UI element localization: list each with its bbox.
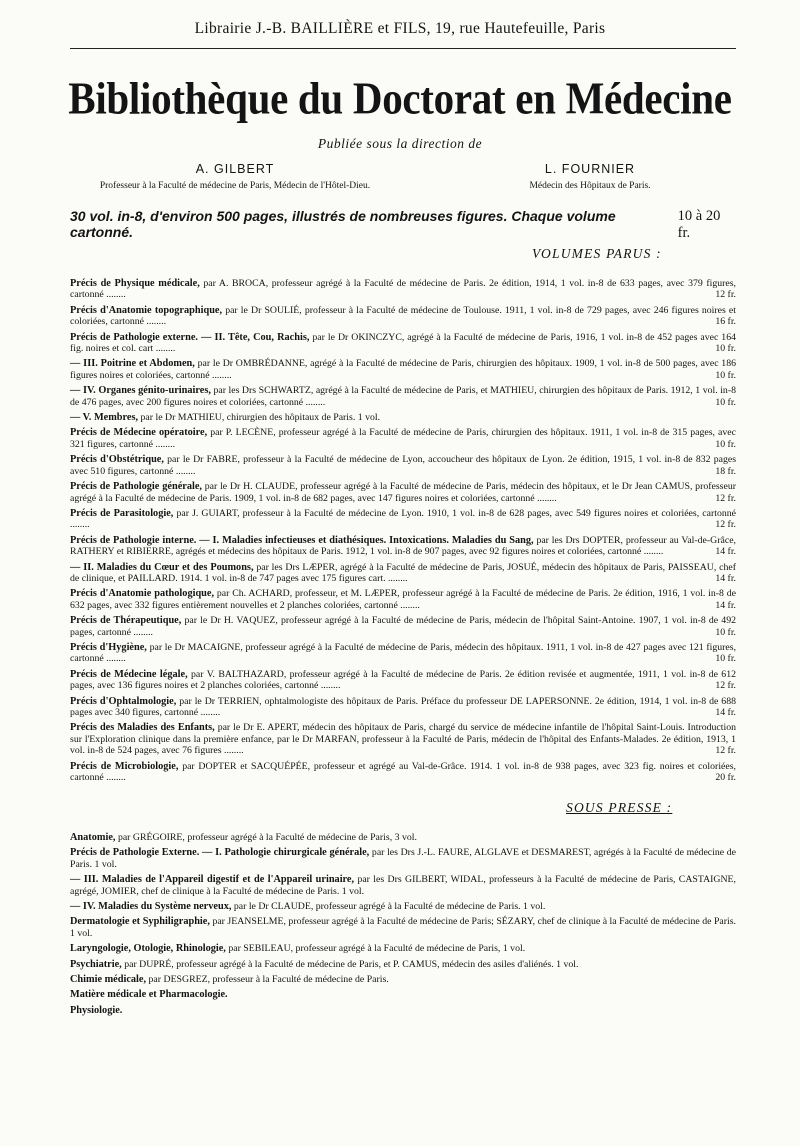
entry-price: 18 fr.: [715, 465, 736, 477]
entry-title: — IV. Maladies du Système nerveux,: [70, 901, 232, 913]
entry-text: par les Drs DOPTER, professeur au Val-de-Grâce, RATHERY et RIBIERRE, agrégés et médecins des hôpitaux de Paris. 1912, 1 vol. in-8 de 907 pages, avec 92 figures noires et coloriées, cartonné: [70, 534, 736, 558]
list-item: Précis de Physique médicale, par A. BROCA, professeur agrégé à la Faculté de médecine de Paris. 2e édition, 1914, 1 vol. in-8 de 633 pages, avec 379 figures, cartonné ........ 12 fr.: [70, 278, 736, 301]
entry-title: Précis d'Hygiène,: [70, 641, 147, 653]
entry-text: par DESGREZ, professeur à la Faculté de médecine de Paris.: [148, 974, 389, 986]
entry-text: par le Dr H. CLAUDE, professeur agrégé à la Faculté de médecine de Paris, médecin des hôpitaux, et le Dr Jean CAMUS, professeur agrégé à la Faculté de médecine de Paris. 1909, 1 vol. in-8 de 682 pages, avec 147 figures noires et coloriées, cartonné: [70, 481, 736, 504]
entry-price: 10 fr.: [715, 438, 736, 450]
entry-text: par les Drs LÆPER, agrégé à la Faculté de médecine de Paris, JOSUÉ, médecin des hôpitaux de Paris, PAISSEAU, chef de clinique, et PAILLARD. 1914. 1 vol. in-8 de 747 pages avec 175 figures cart.: [70, 561, 736, 584]
page-title: Bibliothèque du Doctorat en Médecine: [68, 72, 732, 124]
entry-text: par DUPRÉ, professeur agrégé à la Faculté de médecine de Paris, et P. CAMUS, médecin des asiles d'aliénés. 1 vol.: [124, 958, 579, 970]
volumes-parus-list: [70, 278, 736, 787]
director-name: A. GILBERT: [195, 162, 275, 176]
entry-title: Précis d'Obstétrique,: [70, 454, 164, 466]
list-item: Précis de Pathologie générale, par le Dr H. CLAUDE, professeur agrégé à la Faculté de médecine de Paris, médecin des hôpitaux, et le Dr Jean CAMUS, professeur agrégé à la Faculté de médecine de Paris. 1909, 1 vol. in-8 de 682 pages, avec 147 figures noires et coloriées, cartonné ........ 12 fr.: [70, 481, 736, 504]
entry-text: par JEANSELME, professeur agrégé à la Faculté de médecine de Paris; SÉZARY, chef de clinique à la Faculté de médecine de Paris. 1 vol.: [70, 916, 736, 939]
entry-title: Matière médicale et Pharmacologie.: [70, 989, 228, 1001]
entry-title: Laryngologie, Otologie, Rhinologie,: [70, 943, 226, 955]
list-item: Précis d'Hygiène, par le Dr MACAIGNE, professeur agrégé à la Faculté de médecine de Paris, médecin des hôpitaux. 1911, 1 vol. in-8 de 427 pages avec 121 figures, cartonné ........ 10 fr.: [70, 641, 737, 665]
list-item: Précis de Microbiologie, par DOPTER et SACQUÉPÉE, professeur et agrégé au Val-de-Grâce. 1914. 1 vol. in-8 de 938 pages, avec 323 fig. noires et coloriées, cartonné ........ 20 fr.: [70, 760, 736, 784]
entry-price: 12 fr.: [715, 680, 736, 692]
entry-title: Précis de Microbiologie,: [70, 760, 179, 772]
page-subtitle: Publiée sous la direction de: [317, 136, 483, 151]
list-item: [70, 847, 736, 870]
entry-price: 12 fr.: [715, 519, 736, 531]
entry-price: 10 fr.: [715, 396, 736, 408]
entry-text: par A. BROCA, professeur agrégé à la Faculté de médecine de Paris. 2e édition, 1914, 1 vol. in-8 de 633 pages, avec 379 figures, cartonné: [70, 278, 736, 301]
list-item: — II. Maladies du Cœur et des Poumons, par les Drs LÆPER, agrégé à la Faculté de médecine de Paris, JOSUÉ, médecin des hôpitaux de Paris, PAISSEAU, chef de clinique, et PAILLARD. 1914. 1 vol. in-8 de 747 pages avec 175 figures cart. ........ 14 fr.: [70, 561, 736, 584]
list-item: Précis de Parasitologie, par J. GUIART, professeur à la Faculté de médecine de Lyon. 1910, 1 vol. in-8 de 628 pages, avec 549 figures noires et coloriées, cartonné ........ 12 fr.: [70, 507, 736, 531]
entry-title: Précis de Pathologie générale,: [70, 481, 202, 493]
entry-title: Précis de Physique médicale,: [70, 278, 200, 289]
list-item: [70, 959, 736, 970]
entry-title: Dermatologie et Syphiligraphie,: [70, 916, 210, 928]
entry-title: Précis de Pathologie externe. — II. Tête, Cou, Rachis,: [70, 331, 310, 343]
entry-title: Précis d'Ophtalmologie,: [70, 695, 177, 707]
list-item: [70, 832, 736, 843]
entry-text: par DOPTER et SACQUÉPÉE, professeur et agrégé au Val-de-Grâce. 1914. 1 vol. in-8 de 938 pages, avec 323 fig. noires et coloriées, cartonné: [70, 760, 736, 784]
entry-title: Anatomie,: [70, 832, 116, 843]
list-item: [70, 412, 736, 423]
entry-title: Chimie médicale,: [70, 974, 147, 986]
entry-price: 14 fr.: [715, 707, 736, 718]
list-item: Précis d'Anatomie pathologique, par Ch. ACHARD, professeur, et M. LÆPER, professeur agrégé à la Faculté de médecine de Paris. 2e édition, 1916, 1 vol. in-8 de 632 pages, avec 332 figures entièrement nouvelles et 2 planches coloriées, cartonné ........ 14 fr.: [70, 588, 736, 611]
entry-title: — II. Maladies du Cœur et des Poumons,: [70, 561, 254, 573]
entry-text: par les Drs SCHWARTZ, agrégé à la Faculté de médecine de Paris, et MATHIEU, chirurgien des hôpitaux de Paris. 1912, 1 vol. in-8 de 476 pages, avec 200 figures noires et coloriées, cartonné: [70, 385, 736, 408]
list-item: Précis de Médecine légale, par V. BALTHAZARD, professeur agrégé à la Faculté de médecine de Paris. 2e édition revisée et augmentée, 1911, 1 vol. in-8 de 612 pages, avec 136 figures noires et 2 planches coloriées, cartonné ........ 12 fr.: [70, 668, 736, 692]
collection-description: 30 vol. in-8, d'environ 500 pages, illustrés de nombreuses figures. Chaque volume cartonné.: [70, 208, 616, 240]
list-item: Précis d'Anatomie topographique, par le Dr SOULIÉ, professeur à la Faculté de médecine de Toulouse. 1911, 1 vol. in-8 de 729 pages, avec 246 figures noires et coloriées, cartonné ........ 16 fr.: [70, 304, 737, 328]
list-item: [70, 901, 736, 912]
list-item: [70, 916, 736, 939]
entry-text: par P. LECÈNE, professeur agrégé à la Faculté de médecine de Paris, chirurgien des hôpitaux. 1911, 1 vol. in-8 de 315 pages, avec 321 figures, cartonné: [70, 427, 736, 450]
list-item: [70, 874, 736, 897]
list-item: Précis des Maladies des Enfants, par le Dr E. APERT, médecin des hôpitaux de Paris, chargé du service de médecine infantile de l'hôpital Saint-Louis. Introduction sur l'Exploration clinique dans la première enfance, par le Dr MARFAN, professeur à la Faculté de Paris, médecin de l'hôpital des Enfants-Malades. 2e édition, 1913, 1 vol. in-8 de 524 pages, avec 76 figures ........ 12 fr.: [70, 722, 736, 757]
entry-title: Psychiatrie,: [70, 958, 122, 970]
entry-title: Précis de Pathologie Externe. — I. Pathologie chirurgicale générale,: [70, 847, 370, 859]
entry-text: par le Dr MACAIGNE, professeur agrégé à la Faculté de médecine de Paris, médecin des hôpitaux. 1911, 1 vol. in-8 de 427 pages avec 121 figures, cartonné: [70, 641, 737, 665]
entry-title: Précis de Parasitologie,: [70, 507, 174, 519]
entry-text: par J. GUIART, professeur à la Faculté de médecine de Lyon. 1910, 1 vol. in-8 de 628 pages, avec 549 figures noires et coloriées, cartonné: [176, 507, 736, 519]
director-affiliation: Médecin des Hôpitaux de Paris.: [529, 181, 651, 191]
entry-title: — III. Poitrine et Abdomen,: [70, 358, 195, 370]
list-item: Précis d'Obstétrique, par le Dr FABRE, professeur à la Faculté de médecine de Lyon, accoucheur des hôpitaux de Lyon. 2e édition, 1915, 1 vol. in-8 de 832 pages avec 510 figures, cartonné ........ 18 fr.: [70, 454, 737, 477]
list-item: Précis de Pathologie externe. — II. Tête, Cou, Rachis, par le Dr OKINCZYC, agrégé à la Faculté de médecine de Paris, 1916, 1 vol. in-8 de 452 pages avec 164 fig. noires et col. cart ........ 10 fr.: [70, 331, 736, 355]
list-item: [70, 1005, 736, 1016]
entry-price: 10 fr.: [715, 343, 736, 355]
entry-price: 10 fr.: [715, 369, 736, 381]
sous-presse-heading: SOUS PRESSE :: [566, 800, 673, 815]
list-item: [70, 943, 736, 954]
entry-price: 14 fr.: [715, 599, 736, 611]
collection-price: 10 à 20 fr.: [677, 208, 721, 241]
director-affiliation: Professeur à la Faculté de médecine de Paris, Médecin de l'Hôtel-Dieu.: [99, 181, 371, 191]
entry-title: Précis de Pathologie interne. — I. Maladies infectieuses et diathésiques. Intoxications. Maladies du Sang,: [70, 534, 534, 546]
entry-price: 12 fr.: [715, 492, 736, 504]
entry-title: Précis de Médecine opératoire,: [70, 427, 208, 439]
entry-text: par le Dr MATHIEU, chirurgien des hôpitaux de Paris. 1 vol.: [140, 412, 381, 424]
list-item: Précis d'Ophtalmologie, par le Dr TERRIEN, ophtalmologiste des hôpitaux de Paris. Préface du professeur DE LAPERSONNE. 2e édition, 1914, 1 vol. in-8 de 688 pages avec 340 figures, cartonné ........ 14 fr.: [70, 695, 736, 718]
entry-text: par le Dr OKINCZYC, agrégé à la Faculté de médecine de Paris, 1916, 1 vol. in-8 de 452 pages avec 164 fig. noires et col. cart: [70, 331, 736, 355]
entry-title: Physiologie.: [70, 1004, 123, 1016]
list-item: — IV. Organes génito-urinaires, par les Drs SCHWARTZ, agrégé à la Faculté de médecine de Paris, et MATHIEU, chirurgien des hôpitaux de Paris. 1912, 1 vol. in-8 de 476 pages, avec 200 figures noires et coloriées, cartonné ........ 10 fr.: [70, 385, 736, 408]
entry-price: 12 fr.: [715, 745, 736, 757]
collection-summary: [70, 208, 736, 242]
entry-text: par le Dr OMBRÉDANNE, agrégé à la Faculté de médecine de Paris, chirurgien des hôpitaux. 1909, 1 vol. in-8 de 500 pages, avec 186 figures noires et coloriées, cartonné: [70, 358, 736, 381]
entry-text: par le Dr FABRE, professeur à la Faculté de médecine de Lyon, accoucheur des hôpitaux de Lyon. 2e édition, 1915, 1 vol. in-8 de 832 pages avec 510 figures, cartonné: [70, 454, 737, 477]
entry-title: — III. Maladies de l'Appareil digestif et de l'Appareil urinaire,: [70, 874, 355, 886]
list-item: — III. Poitrine et Abdomen, par le Dr OMBRÉDANNE, agrégé à la Faculté de médecine de Paris, chirurgien des hôpitaux. 1909, 1 vol. in-8 de 500 pages, avec 186 figures noires et coloriées, cartonné ........ 10 fr.: [70, 358, 736, 381]
entry-title: Précis d'Anatomie pathologique,: [70, 588, 215, 600]
entry-price: 14 fr.: [715, 546, 736, 558]
publisher-header: Librairie J.-B. BAILLIÈRE et FILS, 19, rue Hautefeuille, Paris: [194, 20, 606, 37]
entry-price: 16 fr.: [715, 316, 736, 328]
entry-title: Précis de Médecine légale,: [70, 668, 188, 680]
list-item: [70, 974, 736, 985]
entry-title: — V. Membres,: [70, 412, 139, 424]
entry-price: 14 fr.: [715, 572, 736, 584]
header-rule: [70, 48, 736, 49]
list-item: Précis de Médecine opératoire, par P. LECÈNE, professeur agrégé à la Faculté de médecine de Paris, chirurgien des hôpitaux. 1911, 1 vol. in-8 de 315 pages, avec 321 figures, cartonné ........ 10 fr.: [70, 427, 736, 450]
entry-text: par Ch. ACHARD, professeur, et M. LÆPER, professeur agrégé à la Faculté de médecine de Paris. 2e édition, 1916, 1 vol. in-8 de 632 pages, avec 332 figures entièrement nouvelles et 2 planches coloriées, cartonné: [70, 588, 736, 611]
entry-price: 10 fr.: [715, 653, 736, 665]
list-item: [70, 989, 736, 1000]
entry-text: par le Dr TERRIEN, ophtalmologiste des hôpitaux de Paris. Préface du professeur DE LAPERSONNE. 2e édition, 1914, 1 vol. in-8 de 688 pages avec 340 figures, cartonné: [70, 695, 736, 718]
director-gilbert: [70, 162, 400, 191]
entry-text: par SEBILEAU, professeur agrégé à la Faculté de médecine de Paris, 1 vol.: [228, 943, 526, 955]
entry-text: par les Drs GILBERT, WIDAL, professeurs à la Faculté de médecine de Paris, CASTAIGNE, agrégé, JOMIER, chef de clinique à la Faculté de médecine de Paris. 1 vol.: [70, 874, 736, 897]
entry-text: par le Dr E. APERT, médecin des hôpitaux de Paris, chargé du service de médecine infantile de l'hôpital Saint-Louis. Introduction sur l'Exploration clinique dans la première enfance, par le Dr MARFAN, professeur à la Faculté de Paris, médecin de l'hôpital des Enfants-Malades. 2e édition, 1913, 1 vol. in-8 de 524 pages, avec 76 figures: [70, 722, 736, 757]
entry-text: par le Dr CLAUDE, professeur agrégé à la Faculté de médecine de Paris. 1 vol.: [233, 901, 546, 913]
list-item: Précis de Pathologie interne. — I. Maladies infectieuses et diathésiques. Intoxications. Maladies du Sang, par les Drs DOPTER, professeur au Val-de-Grâce, RATHERY et RIBIERRE, agrégés et médecins des hôpitaux de Paris. 1912, 1 vol. in-8 de 907 pages, avec 92 figures noires et coloriées, cartonné ........ 14 fr.: [70, 534, 736, 558]
volumes-parus-heading: VOLUMES PARUS :: [532, 246, 662, 261]
entry-title: Précis de Thérapeutique,: [70, 615, 182, 627]
entry-title: Précis d'Anatomie topographique,: [70, 304, 223, 316]
entry-text: par le Dr SOULIÉ, professeur à la Faculté de médecine de Toulouse. 1911, 1 vol. in-8 de 729 pages, avec 246 figures noires et coloriées, cartonné: [70, 304, 737, 328]
entry-text: par V. BALTHAZARD, professeur agrégé à la Faculté de médecine de Paris. 2e édition revisée et augmentée, 1911, 1 vol. in-8 de 612 pages, avec 136 figures noires et 2 planches coloriées, cartonné: [70, 668, 736, 692]
director-name: L. FOURNIER: [544, 162, 636, 176]
director-fournier: [470, 162, 710, 191]
list-item: Précis de Thérapeutique, par le Dr H. VAQUEZ, professeur agrégé à la Faculté de médecine de Paris, médecin de l'hôpital Saint-Antoine. 1907, 1 vol. in-8 de 492 pages, cartonné ........ 10 fr.: [70, 615, 736, 638]
entry-price: 20 fr.: [715, 772, 736, 784]
entry-price: 12 fr.: [715, 289, 736, 301]
entry-text: par GRÉGOIRE, professeur agrégé à la Faculté de médecine de Paris, 3 vol.: [117, 832, 417, 843]
entry-text: par le Dr H. VAQUEZ, professeur agrégé à la Faculté de médecine de Paris, médecin de l'hôpital Saint-Antoine. 1907, 1 vol. in-8 de 492 pages, cartonné: [70, 615, 736, 638]
entry-text: par les Drs J.-L. FAURE, ALGLAVE et DESMAREST, agrégés à la Faculté de médecine de Paris. 1 vol.: [70, 847, 737, 870]
entry-title: Précis des Maladies des Enfants,: [70, 722, 215, 734]
entry-title: — IV. Organes génito-urinaires,: [70, 385, 211, 397]
entry-price: 10 fr.: [715, 626, 736, 638]
sous-presse-list: [70, 832, 736, 1020]
